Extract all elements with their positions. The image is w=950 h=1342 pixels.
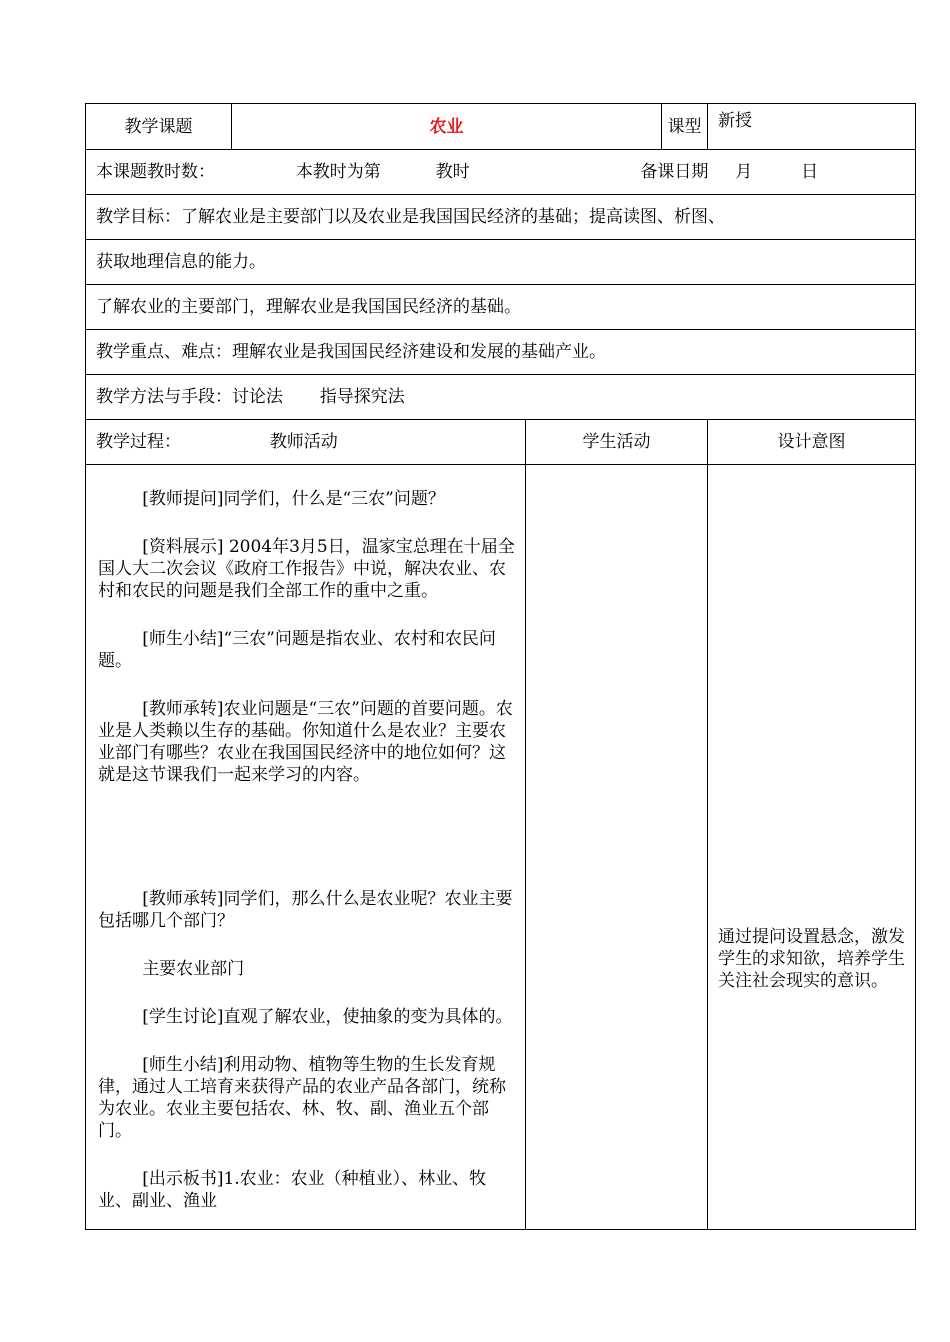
teacher-paragraph: [教师承转]农业问题是“三农”问题的首要问题。农业是人类赖以生存的基础。你知道什么是农业？主要农业部门有哪些？农业在我国国民经济中的地位如何？这就是这节课我们一起来学习的内容。 (98, 699, 513, 785)
teacher-paragraph: [教师提问]同学们，什么是“三农”问题？ (142, 489, 445, 509)
this-hour-label: 本教时为第 (295, 162, 381, 182)
info-row (86, 150, 916, 195)
topic-label: 教学课题 (86, 104, 232, 150)
teacher-paragraph: [出示板书]1.农业：农业（种植业）、林业、牧业、副业、渔业 (98, 1169, 487, 1211)
goals-line-2: 获取地理信息的能力。 (86, 240, 916, 285)
method-guided-inquiry: 指导探究法 (319, 387, 405, 407)
goals-line-3: 了解农业的主要部门，理解农业是我国国民经济的基础。 (86, 285, 916, 330)
keypoints-row (86, 330, 916, 375)
lesson-plan-table (85, 103, 916, 1230)
hour-unit: 教时 (435, 162, 470, 182)
teacher-activity-cell (86, 465, 526, 1230)
goals-row-1 (86, 195, 916, 240)
lesson-plan (85, 103, 915, 1230)
method-discussion: 讨论法 (232, 387, 283, 407)
teacher-paragraph: [教师承转]同学们，那么什么是农业呢？农业主要包括哪几个部门？ (98, 889, 513, 931)
methods-row (86, 375, 916, 420)
keypoints-text: 教学重点、难点：理解农业是我国国民经济建设和发展的基础产业。 (86, 330, 916, 375)
student-activity-header: 学生活动 (526, 420, 708, 465)
type-value: 新授 (708, 104, 916, 150)
student-activity-cell (526, 465, 708, 1230)
teacher-paragraph: [资料展示] 2004年3月5日，温家宝总理在十届全国人大二次会议《政府工作报告》中说，解决农业、农村和农民的问题是我们全部工作的重中之重。 (98, 537, 515, 601)
goals-row-2 (86, 240, 916, 285)
design-intent-header: 设计意图 (708, 420, 916, 465)
teacher-paragraph: [师生小结]利用动物、植物等生物的生长发育规律，通过人工培育来获得产品的农业产品各部门，统称为农业。农业主要包括农、林、牧、副、渔业五个部门。 (98, 1055, 506, 1141)
methods-label: 教学方法与手段： (96, 387, 232, 407)
type-label: 课型 (662, 104, 708, 150)
teacher-paragraph: 主要农业部门 (142, 959, 245, 979)
teacher-activity-header: 教师活动 (269, 432, 338, 452)
process-header-row (86, 420, 916, 465)
header-row (86, 104, 916, 150)
design-intent-cell: 通过提问设置悬念，激发学生的求知欲，培养学生关注社会现实的意识。 (708, 465, 916, 1230)
prep-date-label: 备课日期 (640, 162, 709, 182)
process-label: 教学过程： (96, 432, 181, 452)
goals-row-3 (86, 285, 916, 330)
goals-line-1: 教学目标：了解农业是主要部门以及农业是我国国民经济的基础；提高读图、析图、 (86, 195, 916, 240)
month-label: 月 (735, 162, 753, 182)
hours-label: 本课题教时数： (96, 162, 215, 182)
topic-title: 农业 (232, 104, 662, 150)
day-label: 日 (801, 162, 819, 182)
process-body-row (86, 465, 916, 1230)
teacher-paragraph: [师生小结]“三农”问题是指农业、农村和农民问题。 (98, 629, 496, 671)
teacher-paragraph: [学生讨论]直观了解农业，使抽象的变为具体的。 (142, 1007, 513, 1027)
